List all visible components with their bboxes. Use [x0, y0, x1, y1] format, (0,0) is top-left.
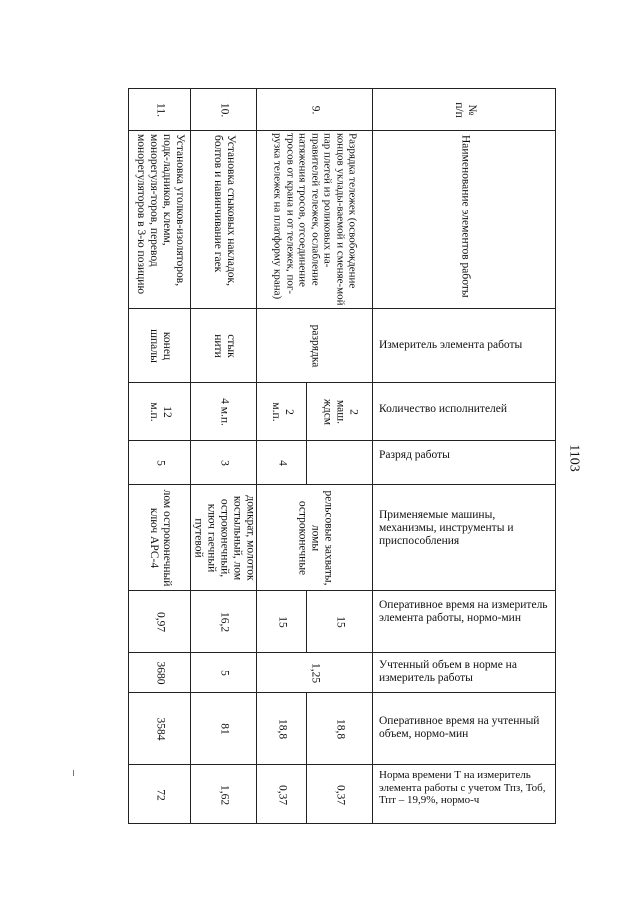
header-tools: Применяемые машины, механизмы, инструменты и приспособления	[379, 509, 514, 548]
header-unit: Измеритель элемента работы	[379, 339, 523, 351]
row9-op-total-a-cell	[306, 692, 372, 764]
row9-volume: 1,25	[308, 662, 321, 683]
row10-unit: стык нити	[211, 333, 237, 358]
row10-grade: 3	[217, 459, 230, 466]
row11-workers: 12 м.п.	[147, 401, 173, 422]
row10-workers-cell	[190, 382, 256, 440]
row10-volume-cell	[190, 652, 256, 692]
header-unit-cell	[372, 308, 556, 382]
row9-op-time-a-cell	[306, 590, 372, 652]
header-num: № п/п	[452, 101, 478, 118]
row11-volume-cell	[128, 652, 190, 692]
row10-norm-cell	[190, 764, 256, 824]
row9-volume-cell	[256, 652, 372, 692]
row11-volume: 3680	[153, 661, 166, 684]
row11-num-cell	[128, 88, 190, 130]
row10-name-cell	[190, 130, 256, 308]
row9-op-total-b: 18,8	[275, 718, 288, 739]
row11-name-cell	[128, 130, 190, 308]
row11-op-time-cell	[128, 590, 190, 652]
row9-num-cell	[256, 88, 372, 130]
row9-workers-b: 2 м.п.	[269, 401, 295, 422]
row9-workers-b-cell	[256, 382, 306, 440]
row10-tools-cell	[190, 484, 256, 590]
row9-op-time-b: 15	[275, 615, 288, 628]
header-op-time-total: Оперативное время на учтенный объем, нормо-мин	[379, 715, 540, 741]
row9-op-time-b-cell	[256, 590, 306, 652]
row9-grade-a-cell	[306, 440, 372, 484]
row9-op-total-b-cell	[256, 692, 306, 764]
row11-grade-cell	[128, 440, 190, 484]
row11-unit: конец шпалы	[147, 328, 173, 363]
row11-grade: 5	[153, 459, 166, 466]
row10-name: Установка стыковых накладок, болтов и навинчивание гаек	[211, 134, 237, 286]
row10-tools: домкрат, молоток костыльный, лом остроконечный, ключ гаечный путевой	[192, 494, 256, 581]
row9-tools-cell	[256, 484, 372, 590]
row9-grade-b-cell	[256, 440, 306, 484]
row10-num-cell	[190, 88, 256, 130]
row11-workers-cell	[128, 382, 190, 440]
row11-tools-cell	[128, 484, 190, 590]
row9-norm-a: 0,37	[333, 784, 346, 805]
row10-num: 10.	[217, 102, 230, 117]
header-volume-cell	[372, 652, 556, 692]
row11-op-total: 3584	[153, 717, 166, 740]
row9-unit: разрядка	[308, 324, 321, 367]
row10-norm: 1,62	[217, 784, 230, 805]
row9-workers-a: 2 маш. ждсм	[321, 398, 359, 425]
row11-name: Установка уголков-изоляторов, подк-ладников, клемм, монорегуля-торов, перевод монорегуляторов в 3-ю позицию	[134, 133, 186, 294]
row9-op-time-a: 15	[333, 615, 346, 628]
header-grade-cell	[372, 440, 556, 484]
header-op-total-cell	[372, 692, 556, 764]
row11-unit-cell	[128, 308, 190, 382]
row9-norm-a-cell	[306, 764, 372, 824]
row10-unit-cell	[190, 308, 256, 382]
header-op-time: Оперативное время на измеритель элемента работы, нормо-мин	[379, 599, 548, 625]
header-norm: Норма времени Т на измеритель элемента работы с учетом Тпз, Тоб, Тпт – 19,9%, нормо-ч	[379, 769, 546, 807]
header-workers-cell	[372, 382, 556, 440]
row9-op-total-a: 18,8	[333, 718, 346, 739]
header-workers: Количество исполнителей	[379, 403, 508, 415]
row11-norm: 72	[153, 788, 166, 801]
row11-op-time: 0,97	[153, 611, 166, 632]
row9-name: Разрядка тележек (освобождение концов уклады-ваемой и сменяе-мой пар плетей из роликовых на-правителей тележек, ослабление натяжения тросов, отсоединение тросов от крана и от тележек, пог-рузка тележек на платформу крана)	[271, 132, 358, 305]
row11-tools: лом остроконечный ключ АРС-4	[147, 489, 173, 586]
row9-name-cell	[256, 130, 372, 308]
header-tools-cell	[372, 484, 556, 590]
row10-workers: 4 м.п.	[217, 397, 230, 426]
row9-tools: рельсовые захваты, ломы остроконечные	[296, 490, 334, 585]
row9-num: 9.	[308, 105, 321, 114]
row10-op-total: 81	[217, 722, 230, 735]
row10-op-time-cell	[190, 590, 256, 652]
row10-op-total-cell	[190, 692, 256, 764]
header-volume: Учтенный объем в норме на измеритель работы	[379, 659, 517, 685]
header-norm-cell	[372, 764, 556, 824]
row10-op-time: 16,2	[217, 611, 230, 632]
header-op-time-cell	[372, 590, 556, 652]
row9-grade-b: 4	[275, 459, 288, 466]
header-num-cell	[372, 88, 556, 130]
page-number: 1103	[566, 444, 582, 472]
header-name-cell	[372, 130, 556, 308]
row9-norm-b: 0,37	[275, 784, 288, 805]
row11-norm-cell	[128, 764, 190, 824]
row9-workers-a-cell	[306, 382, 372, 440]
row10-volume: 5	[217, 669, 230, 676]
header-grade: Разряд работы	[379, 449, 450, 461]
header-name: Наименование элементов работы	[458, 134, 471, 298]
row10-grade-cell	[190, 440, 256, 484]
row11-num: 11.	[153, 102, 166, 117]
row9-norm-b-cell	[256, 764, 306, 824]
row11-op-total-cell	[128, 692, 190, 764]
row9-unit-cell	[256, 308, 372, 382]
